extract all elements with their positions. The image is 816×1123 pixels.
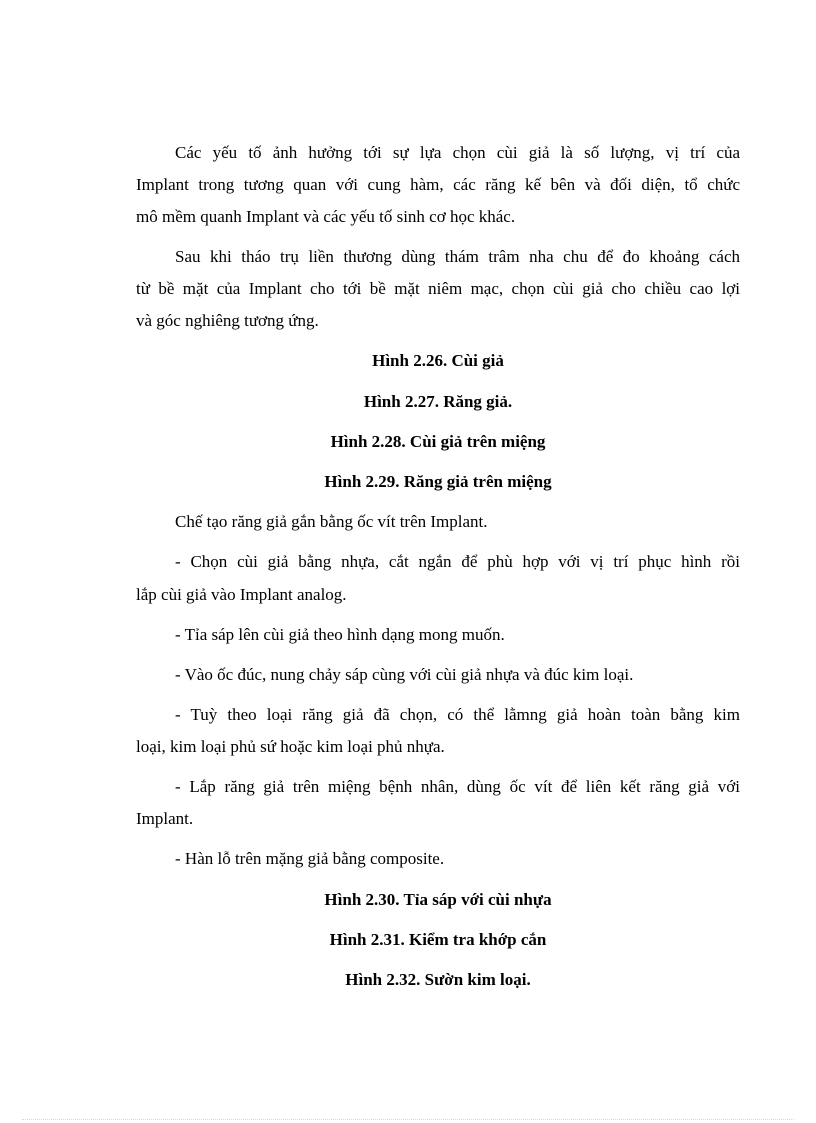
paragraph-1-line-2: Implant trong tương quan với cung hàm, các răng kế bên và đối diện, tổ chức (136, 175, 740, 194)
figure-caption-2-27: Hình 2.27. Răng giả. (363, 392, 513, 411)
figure-caption-2-29: Hình 2.29. Răng giả trên miệng (324, 472, 552, 491)
paragraph-8-line-2: Implant. (136, 809, 194, 828)
paragraph-4-line-1: - Chọn cùi giả bằng nhựa, cắt ngắn để phù hợp với vị trí phục hình rồi (175, 552, 740, 571)
figure-caption-2-26: Hình 2.26. Cùi giả (372, 351, 504, 370)
paragraph-1-line-3: mô mềm quanh Implant và các yếu tố sinh cơ học khác. (136, 207, 516, 226)
paragraph-2-line-2: từ bề mặt của Implant cho tới bề mặt niêm mạc, chọn cùi giả cho chiều cao lợi (136, 279, 740, 298)
paragraph-2-line-3: và góc nghiêng tương ứng. (136, 311, 319, 330)
paragraph-9-line-1: - Hàn lỗ trên mặng giả bằng composite. (175, 849, 445, 868)
figure-caption-2-28: Hình 2.28. Cùi giả trên miệng (330, 432, 546, 451)
paragraph-5-line-1: - Tỉa sáp lên cùi giả theo hình dạng mong muốn. (175, 625, 505, 644)
paragraph-7-line-2: loại, kim loại phủ sứ hoặc kim loại phủ nhựa. (136, 737, 445, 756)
figure-caption-2-31: Hình 2.31. Kiểm tra khớp cắn (329, 930, 547, 949)
paragraph-8-line-1: - Lắp răng giả trên miệng bệnh nhân, dùng ốc vít để liên kết răng giả với (175, 777, 740, 796)
figure-caption-2-30: Hình 2.30. Tỉa sáp với cùi nhựa (324, 890, 552, 909)
paragraph-2-line-1: Sau khi tháo trụ liền thương dùng thám trâm nha chu để đo khoảng cách (175, 247, 740, 266)
paragraph-7-line-1: - Tuỳ theo loại răng giả đã chọn, có thể lằmng giả hoàn toàn bằng kim (175, 705, 740, 724)
paragraph-3-line-1: Chế tạo răng giả gắn bằng ốc vít trên Implant. (175, 512, 488, 531)
paragraph-4-line-2: lắp cùi giả vào Implant analog. (136, 585, 347, 604)
paragraph-6-line-1: - Vào ốc đúc, nung chảy sáp cùng với cùi giả nhựa và đúc kim loại. (175, 665, 634, 684)
paragraph-1-line-1: Các yếu tố ảnh hưởng tới sự lựa chọn cùi giả là số lượng, vị trí của (175, 143, 740, 162)
page-footer-rule (22, 1119, 794, 1120)
figure-caption-2-32: Hình 2.32. Sườn kim loại. (345, 970, 531, 989)
